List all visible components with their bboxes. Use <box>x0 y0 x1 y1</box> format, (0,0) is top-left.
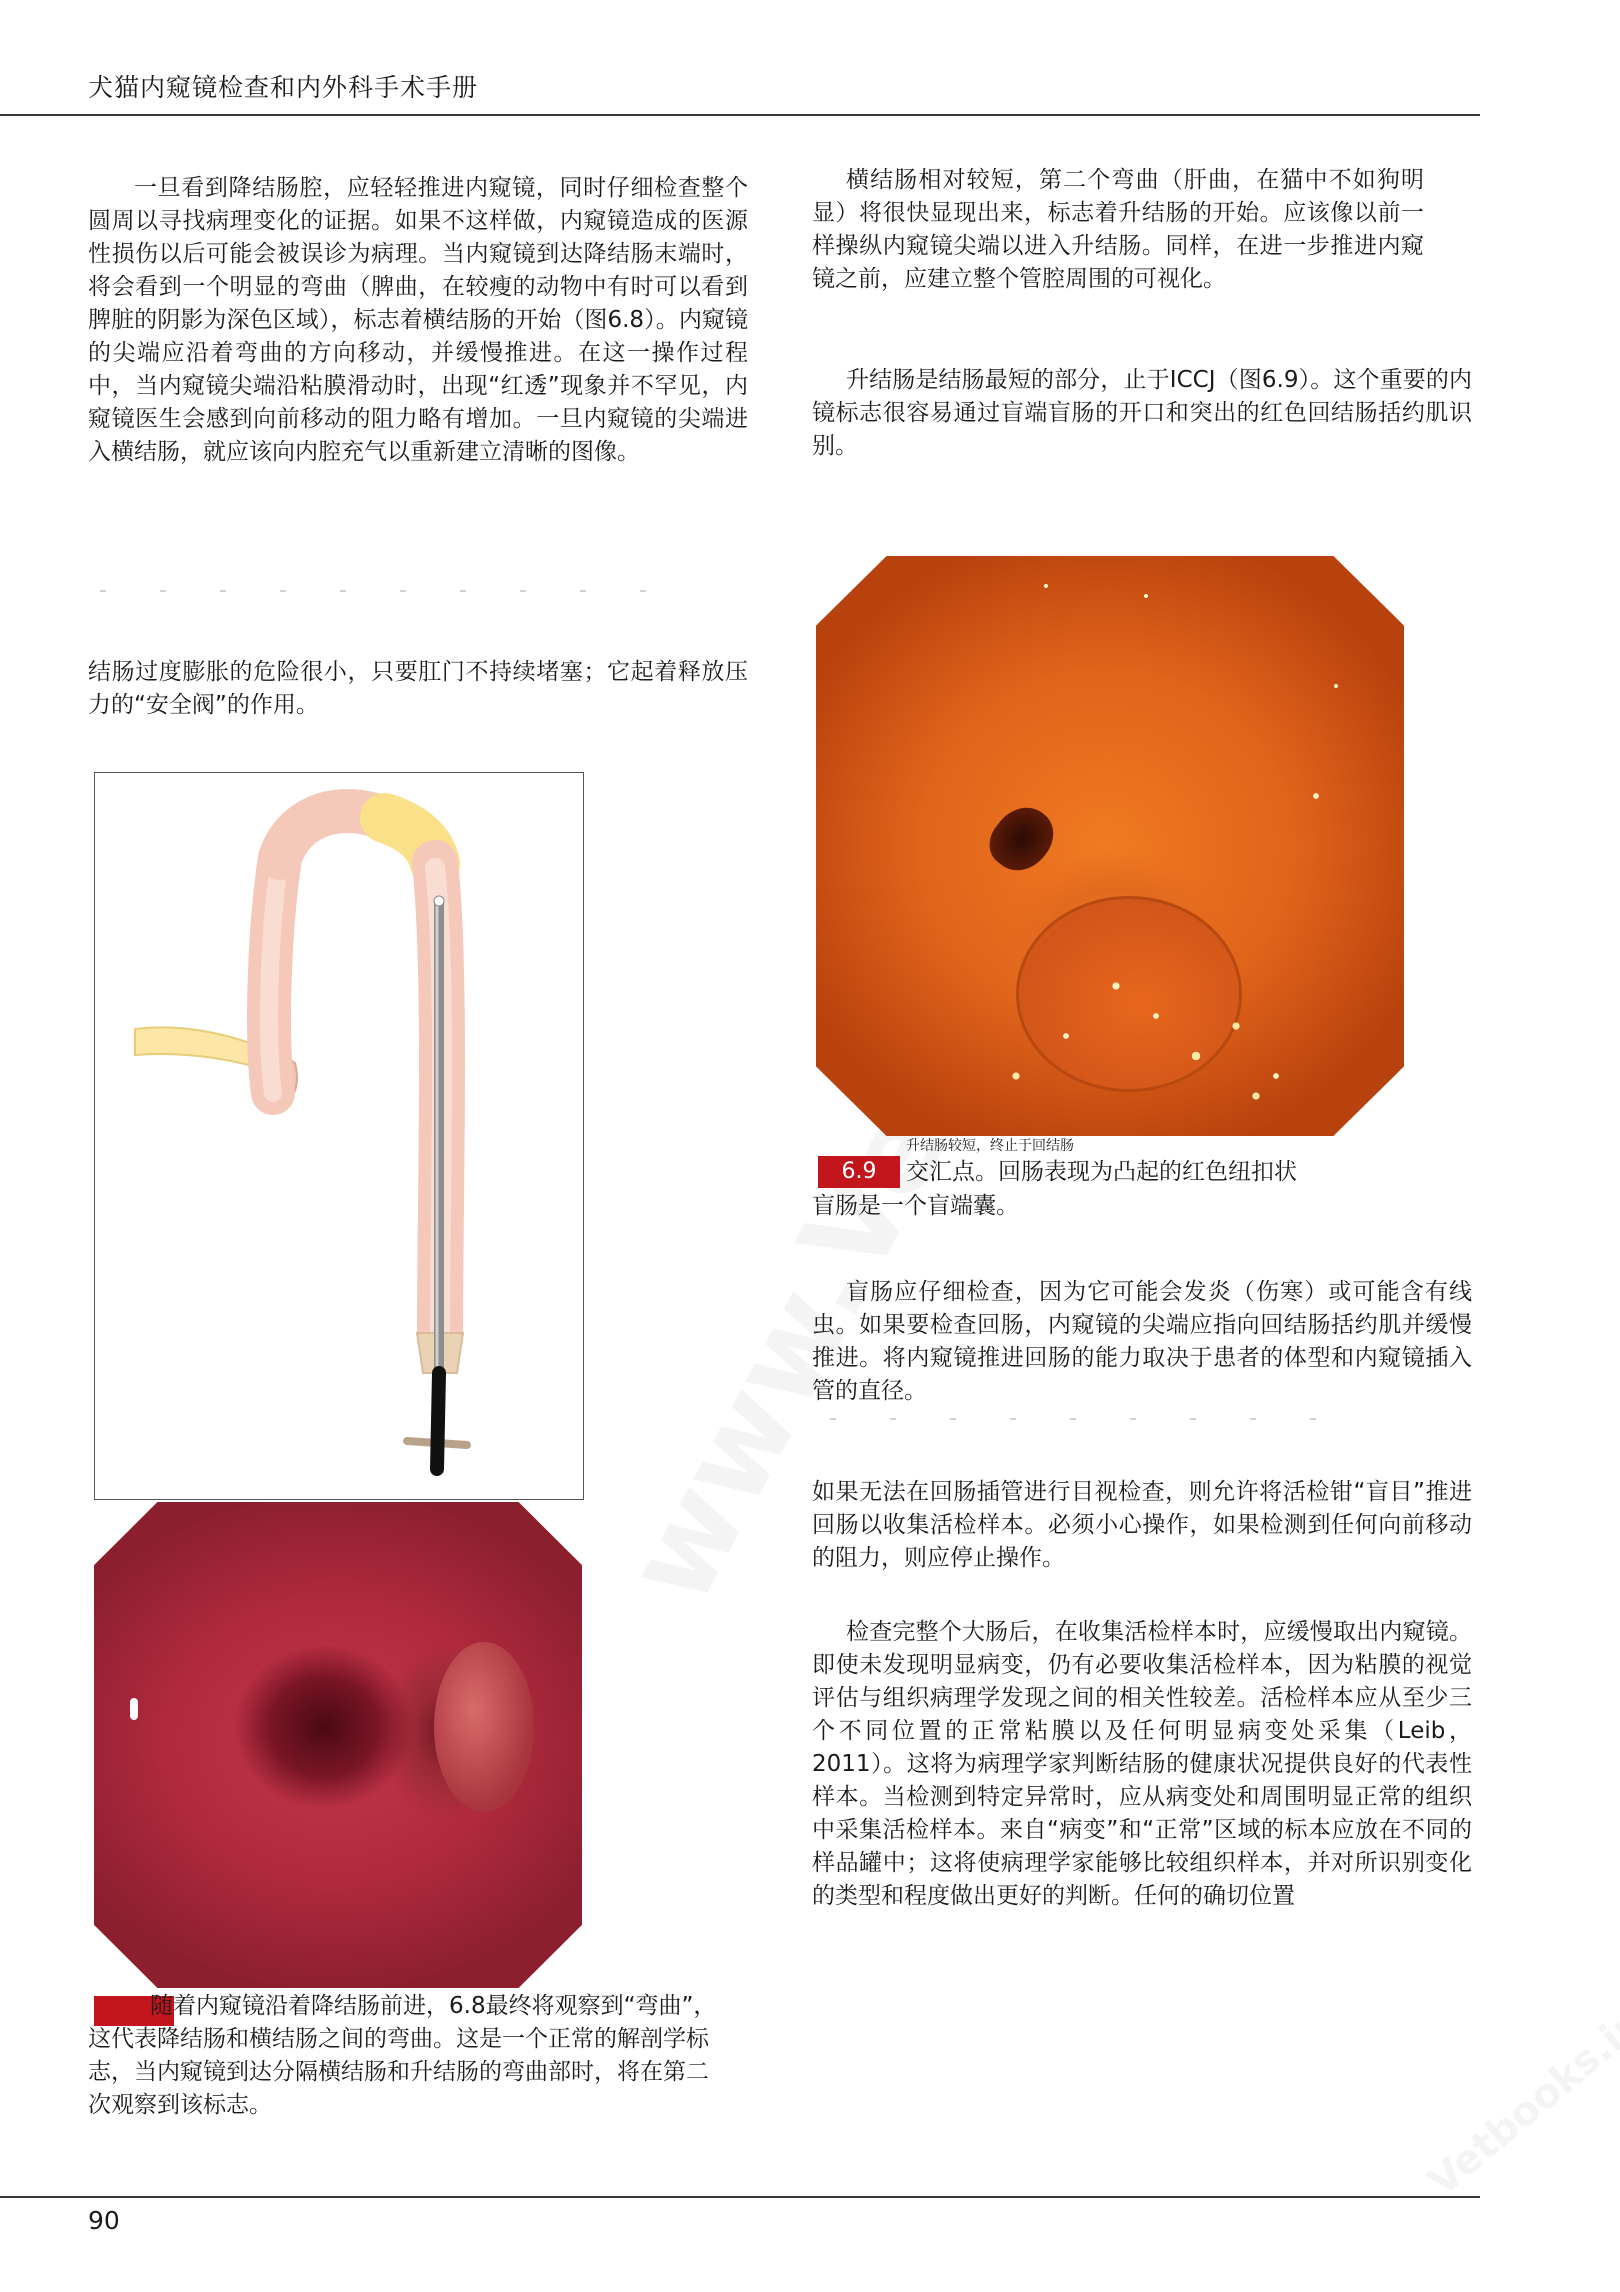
running-header-title: 犬猫内窥镜检查和内外科手术手册 <box>88 73 479 102</box>
right-paragraph-4: 如果无法在回肠插管进行目视检查，则允许将活检钳“盲目”推进回肠以收集活检样本。必须小心操作，如果检测到任何向前移动的阻力，则应停止操作。 <box>812 1479 1472 1571</box>
colon-endoscope-diagram <box>95 773 583 1499</box>
figure-6-8-diagram <box>94 772 584 1500</box>
right-paragraph-5: 检查完整个大肠后，在收集活检样本时，应缓慢取出内窥镜。即使未发现明显病变，仍有必要收集活检样本，因为粘膜的视觉评估与组织病理学发现之间的相关性较差。活检样本应从至少三个不同位置的正常粘膜以及任何明显病变处采集（Leib，2011）。这将为病理学家判断结肠的健康状况提供良好的代表性样本。当检测到特定异常时，应从病变处和周围明显正常的组织中采集活检样本。来自“病变”和“正常”区域的标本应放在不同的样品罐中；这将使病理学家能够比较组织样本，并对所识别变化的类型和程度做出更好的判断。任何的确切位置 <box>812 1619 1472 1909</box>
light-reflection <box>130 1698 138 1720</box>
left-paragraph-2: 结肠过度膨胀的危险很小，只要肛门不持续堵塞；它起着释放压力的“安全阀”的作用。 <box>88 659 748 718</box>
figure-6-8-endoscopy-photo <box>94 1502 582 1988</box>
faint-divider <box>100 590 700 592</box>
watermark-small <box>1420 2004 1620 2205</box>
right-paragraph-1: 横结肠相对较短，第二个弯曲（肝曲，在猫中不如狗明显）将很快显现出来，标志着升结肠的开始。应该像以前一样操纵内窥镜尖端以进入升结肠。同样，在进一步推进内窥镜之前，应建立整个管腔周围的可视化。 <box>812 167 1424 292</box>
figure-6-9-caption-line-1: 交汇点。回肠表现为凸起的红色纽扣状 <box>906 1159 1297 1185</box>
endoscope-tip <box>434 896 444 906</box>
right-paragraph-2: 升结肠是结肠最短的部分，止于ICCJ（图6.9）。这个重要的内镜标志很容易通过盲端盲肠的开口和突出的红色回结肠括约肌识别。 <box>812 367 1472 459</box>
endoscope-shaft <box>437 1373 439 1469</box>
footer-rule <box>0 2196 1480 2198</box>
mucosa-fold <box>434 1642 534 1812</box>
header-rule <box>0 114 1480 116</box>
figure-6-9-small-label: 升结肠较短，终止于回结肠 <box>906 1138 1074 1154</box>
mucus-bubbles <box>816 556 1404 1136</box>
figure-6-8-caption: 随着内窥镜沿着降结肠前进，6.8最终将观察到“弯曲”，这代表降结肠和横结肠之间的弯曲。这是一个正常的解剖学标志，当内窥镜到达分隔横结肠和升结肠的弯曲部时，将在第二次观察到该标志。 <box>88 1993 717 2118</box>
figure-6-9-badge: 6.9 <box>818 1156 900 1188</box>
figure-6-9-endoscopy-photo <box>816 556 1404 1136</box>
left-paragraph-1: 一旦看到降结肠腔，应轻轻推进内窥镜，同时仔细检查整个圆周以寻找病理变化的证据。如果不这样做，内窥镜造成的医源性损伤以后可能会被误诊为病理。当内窥镜到达降结肠末端时，将会看到一个明显的弯曲（脾曲，在较瘦的动物中有时可以看到脾脏的阴影为深色区域），标志着横结肠的开始（图6.8）。内窥镜的尖端应沿着弯曲的方向移动，并缓慢推进。在这一操作过程中，当内窥镜尖端沿粘膜滑动时，出现“红透”现象并不罕见，内窥镜医生会感到向前移动的阻力略有增加。一旦内窥镜的尖端进入横结肠，就应该向内腔充气以重新建立清晰的图像。 <box>88 175 748 465</box>
page-number: 90 <box>88 2206 120 2235</box>
right-paragraph-3: 盲肠应仔细检查，因为它可能会发炎（伤寒）或可能含有线虫。如果要检查回肠，内窥镜的尖端应指向回结肠括约肌并缓慢推进。将内窥镜推进回肠的能力取决于患者的体型和内窥镜插入管的直径。 <box>812 1279 1472 1404</box>
faint-divider-right <box>830 1418 1350 1420</box>
figure-6-9-caption-line-2: 盲肠是一个盲端囊。 <box>812 1193 1019 1219</box>
